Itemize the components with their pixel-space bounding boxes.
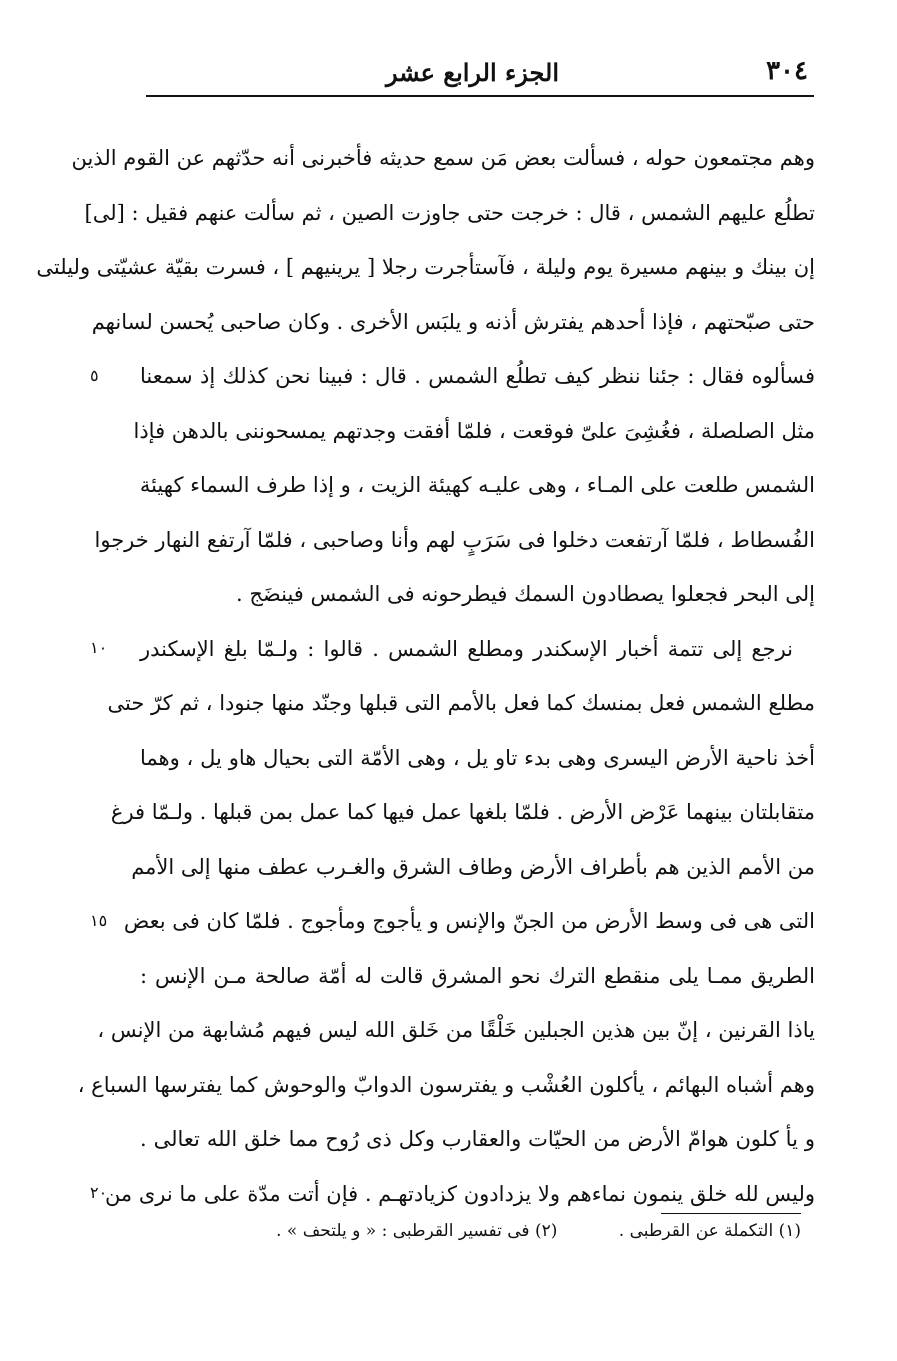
line-number: ٢٠ <box>90 1183 108 1202</box>
page-header <box>146 50 814 94</box>
text-line: التى هى فى وسط الأرض من الجنّ والإنس و يأجوج ومأجوج . فلمّا كان فى بعض <box>123 909 815 933</box>
text-line: إن بينك و بينهم مسيرة يوم وليلة ، فآستأجرت رجلا [ يرينيهم ] ، فسرت بقيّة عشيّتى وليلتى <box>36 255 815 279</box>
text-line: الفُسطاط ، فلمّا آرتفعت دخلوا فى سَرَبٍ لهم وأنا وصاحبى ، فلمّا آرتفع النهار خرجوا <box>94 527 815 552</box>
text-line: حتى صبّحتهم ، فإذا أحدهم يفترش أذنه و يلبَس الأخرى . وكان صاحبى يُحسن لسانهم <box>91 309 815 334</box>
header-rule <box>146 95 814 97</box>
running-title: الجزء الرابع عشر <box>385 58 559 87</box>
footnote: (٢) فى تفسير القرطبى : « و يلتحف » . <box>276 1221 558 1241</box>
text-line: من الأمم الذين هم بأطراف الأرض وطاف الشرق والغـرب عطف منها إلى الأمم <box>131 854 815 879</box>
text-line: وهم أشباه البهائم ، يأكلون العُشْب و يفترسون الدوابّ والوحوش كما يفترسها السباع ، <box>77 1072 815 1097</box>
text-line: الطريق ممـا يلى منقطع الترك نحو المشرق قالت له أمّة صالحة مـن الإنس : <box>140 963 815 988</box>
text-line: وهم مجتمعون حوله ، فسألت بعض مَن سمع حديثه فأخبرنى أنه حدّثهم عن القوم الذين <box>71 146 815 170</box>
text-line: نرجع إلى تتمة أخبار الإسكندر ومطلع الشمس . قالوا : ولـمّا بلغ الإسكندر <box>140 636 793 661</box>
text-line: ياذا القرنين ، إنّ بين هذين الجبلين خَلْقًا من خَلق الله ليس فيهم مُشابهة من الإنس ، <box>97 1018 815 1042</box>
text-line: و يأ كلون هوامّ الأرض من الحيّات والعقارب وكل ذى رُوح مما خلق الله تعالى . <box>140 1127 815 1151</box>
line-number: ١٠ <box>90 638 108 657</box>
text-line: فسألوه فقال : جئنا ننظر كيف تطلُع الشمس . قال : فبينا نحن كذلك إذ سمعنا <box>140 364 815 388</box>
line-number: ٥ <box>90 366 99 385</box>
text-line: الشمس طلعت على المـاء ، وهى عليـه كهيئة الزيت ، و إذا طرف السماء كهيئة <box>139 473 815 497</box>
text-line: متقابلتان بينهما عَرْض الأرض . فلمّا بلغها عمل فيها كما عمل بمن قبلها . ولـمّا فرغ <box>110 800 815 824</box>
footnotes <box>220 1221 801 1241</box>
text-line: إلى البحر فجعلوا يصطادون السمك فيطرحونه فى الشمس فينضَج . <box>236 582 815 606</box>
text-line: مطلع الشمس فعل بمنسك كما فعل بالأمم التى قبلها وجنّد منها جنودا ، ثم كرّ حتى <box>107 691 815 715</box>
footnote: (١) التكملة عن القرطبى . <box>618 1221 801 1241</box>
footnote-rule <box>661 1213 801 1214</box>
text-line: مثل الصلصلة ، فغُشِىَ علىّ فوقعت ، فلمّا أفقت وجدتهم يمسحوننى بالدهن فإذا <box>133 418 815 443</box>
line-number: ١٥ <box>90 911 108 930</box>
page-number: ٣٠٤ <box>766 56 808 86</box>
text-line: أخذ ناحية الأرض اليسرى وهى بدء تاو يل ، وهى الأمّة التى بحيال هاو يل ، وهما <box>140 745 815 770</box>
text-line: تطلُع عليهم الشمس ، قال : خرجت حتى جاوزت الصين ، ثم سألت عنهم فقيل : [لى] <box>84 200 815 225</box>
text-line: وليس لله خلق ينمون نماءهم ولا يزدادون كزيادتهـم . فإن أتت مدّة على ما نرى من <box>104 1181 815 1206</box>
